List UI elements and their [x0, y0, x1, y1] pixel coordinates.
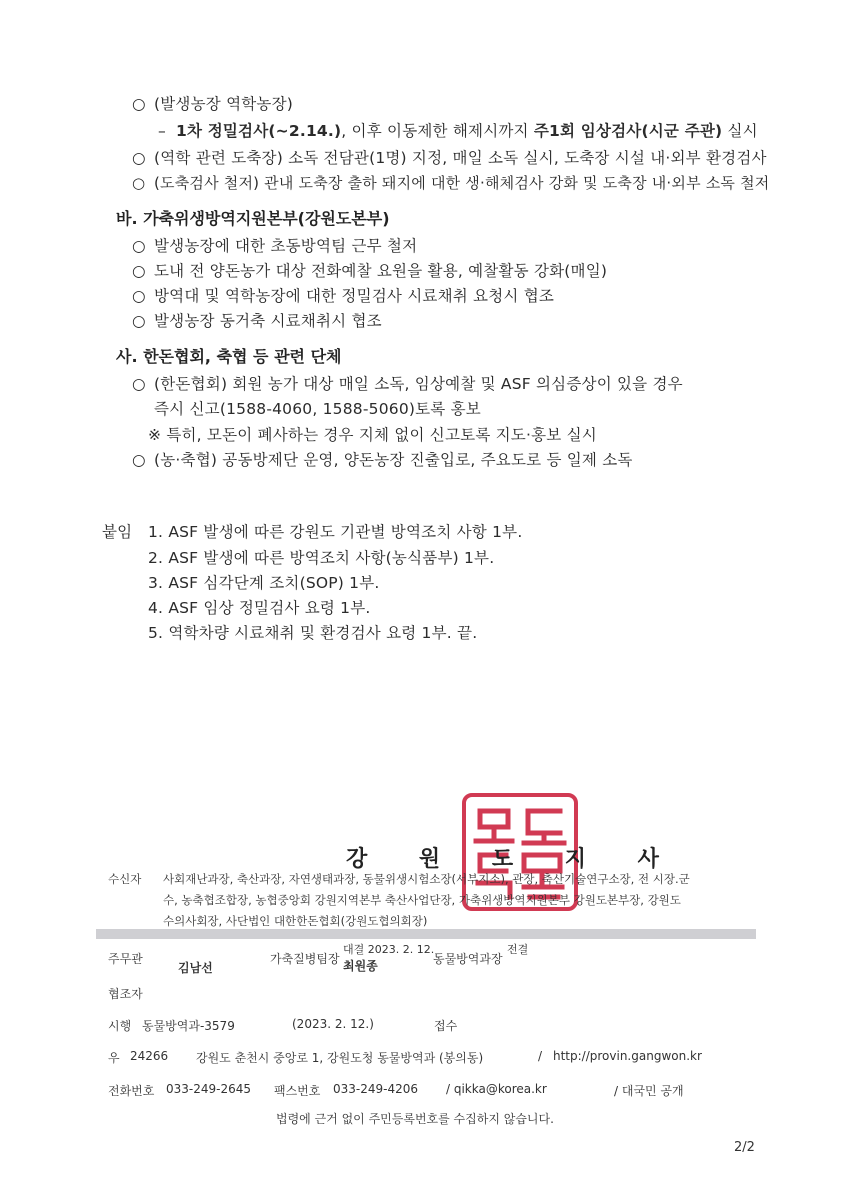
address-separator: / [538, 1049, 543, 1063]
pre-item-3-text: (역학 관련 도축장) 소독 전담관(1명) 지정, 매일 소독 실시, 도축장 시설 내·외부 환경검사 [154, 149, 767, 167]
ba-item-4-text: 발생농장 동거축 시료채취시 협조 [154, 312, 382, 330]
reviewer-name: 최원종 [343, 959, 378, 973]
bullet-circle-icon: ○ [132, 174, 146, 192]
proxy-note: 대결 2023. 2. 12. [343, 943, 435, 956]
pre-item-4-text: (도축검사 철저) 관내 도축장 출하 돼지에 대한 생·해체검사 강화 및 도축장 내·외부 소독 철저 [154, 174, 770, 192]
sa-item-1-line1 [132, 372, 683, 394]
postal-code: 24266 [130, 1049, 169, 1063]
pre-item-2 [158, 119, 758, 141]
enforcement-date: (2023. 2. 12.) [292, 1017, 374, 1031]
drafter-name: 김남선 [178, 961, 213, 975]
attachment-1: 1. ASF 발생에 따른 강원도 기관별 방역조치 사항 1부. [148, 523, 523, 541]
recipients-line3: 수의사회장, 사단법인 대한한돈협회(강원도협의회장) [163, 914, 428, 928]
fax-number: 033-249-4206 [333, 1082, 419, 1096]
office-address: 강원도 춘천시 중앙로 1, 강원도청 동물방역과 (봉의동) [196, 1051, 484, 1065]
reviewer-role: 가축질병팀장 [270, 952, 340, 966]
weekly-inspection: 주1회 임상검사(시군 주관) [533, 122, 723, 140]
phone-number: 033-249-2645 [166, 1082, 252, 1096]
bullet-circle-icon: ○ [132, 149, 146, 167]
sa-item-1-text: (한돈협회) 회원 농가 대상 매일 소독, 임상예찰 및 ASF 의심증상이 있을 경우 [154, 375, 683, 393]
bullet-circle-icon: ○ [132, 262, 146, 280]
privacy-note: 법령에 근거 없이 주민등록번호를 수집하지 않습니다. [276, 1112, 554, 1126]
ba-item-3-text: 방역대 및 역학농장에 대한 정밀검사 시료채취 요청시 협조 [154, 287, 555, 305]
ba-item-4 [132, 309, 382, 331]
website-link[interactable]: http://provin.gangwon.kr [553, 1049, 702, 1063]
attachment-4: 4. ASF 임상 정밀검사 요령 1부. [148, 599, 371, 617]
attachment-5: 5. 역학차량 시료채취 및 환경검사 요령 1부. 끝. [148, 624, 478, 642]
attachments-label: 붙임 [102, 523, 133, 541]
recipients-line1: 사회재난과장, 축산과장, 자연생태과장, 동물위생시험소장(서부지소), 관장, 축산기술연구소장, 전 시장.군 [163, 872, 690, 886]
pre-item-3 [132, 146, 767, 168]
ba-item-2 [132, 259, 607, 281]
bullet-circle-icon: ○ [132, 95, 146, 113]
postal-label: 우 [108, 1051, 120, 1065]
sender-title: 강 원 도 지 사 [346, 847, 681, 872]
divider-bar [96, 929, 756, 939]
ba-item-1-text: 발생농장에 대한 초동방역팀 근무 철저 [154, 237, 418, 255]
sa-item-2 [132, 448, 633, 470]
recipients-line2: 수, 농축협조합장, 농협중앙회 강원지역본부 축산사업단장, 가축위생방역지원본부 강원도본부장, 강원도 [163, 893, 681, 907]
sa-item-2-text: (농·축협) 공동방제단 운영, 양돈농장 진출입로, 주요도로 등 일제 소독 [154, 451, 633, 469]
pre-item-2-mid: , 이후 이동제한 해제시까지 [341, 122, 534, 140]
approver-note: 전결 [507, 943, 529, 956]
email-link[interactable]: / qikka@korea.kr [446, 1082, 547, 1096]
approver-role: 동물방역과장 [433, 952, 503, 966]
section-sa-heading: 사. 한돈협회, 축협 등 관련 단체 [116, 347, 342, 366]
bullet-circle-icon: ○ [132, 375, 146, 393]
pre-item-1-text: (발생농장 역학농장) [154, 95, 294, 113]
page-number: 2/2 [734, 1140, 755, 1155]
ba-item-2-text: 도내 전 양돈농가 대상 전화예찰 요원을 활용, 예찰활동 강화(매일) [154, 262, 608, 280]
enforcement-label: 시행 [108, 1019, 132, 1033]
ba-item-3 [132, 284, 554, 306]
sa-note: ※ 특히, 모돈이 폐사하는 경우 지체 없이 신고토록 지도·홍보 실시 [148, 426, 597, 444]
bullet-circle-icon: ○ [132, 451, 146, 469]
bullet-circle-icon: ○ [132, 287, 146, 305]
doc-number: 동물방역과-3579 [142, 1019, 235, 1033]
section-ba-heading: 바. 가축위생방역지원본부(강원도본부) [116, 209, 390, 228]
pre-item-4 [132, 172, 769, 193]
sa-item-1-line2: 즉시 신고(1588-4060, 1588-5060)토록 홍보 [154, 400, 481, 418]
bullet-circle-icon: ○ [132, 312, 146, 330]
ba-item-1 [132, 234, 417, 256]
phone-label: 전화번호 [108, 1084, 155, 1098]
receipt-label: 접수 [434, 1019, 458, 1033]
disclosure-status: / 대국민 공개 [614, 1084, 684, 1098]
recipients-label: 수신자 [108, 872, 142, 886]
cooperation-label: 협조자 [108, 987, 143, 1001]
first-inspection: 1차 정밀검사(~2.14.) [175, 122, 342, 140]
bullet-circle-icon: ○ [132, 237, 146, 255]
dash: – [158, 122, 166, 140]
pre-item-1 [132, 92, 293, 114]
attachment-3: 3. ASF 심각단계 조치(SOP) 1부. [148, 574, 380, 592]
attachment-2: 2. ASF 발생에 따른 방역조치 사항(농식품부) 1부. [148, 549, 495, 567]
pre-item-2-end: 실시 [722, 122, 758, 140]
fax-label: 팩스번호 [274, 1084, 321, 1098]
drafter-role: 주무관 [108, 952, 143, 966]
